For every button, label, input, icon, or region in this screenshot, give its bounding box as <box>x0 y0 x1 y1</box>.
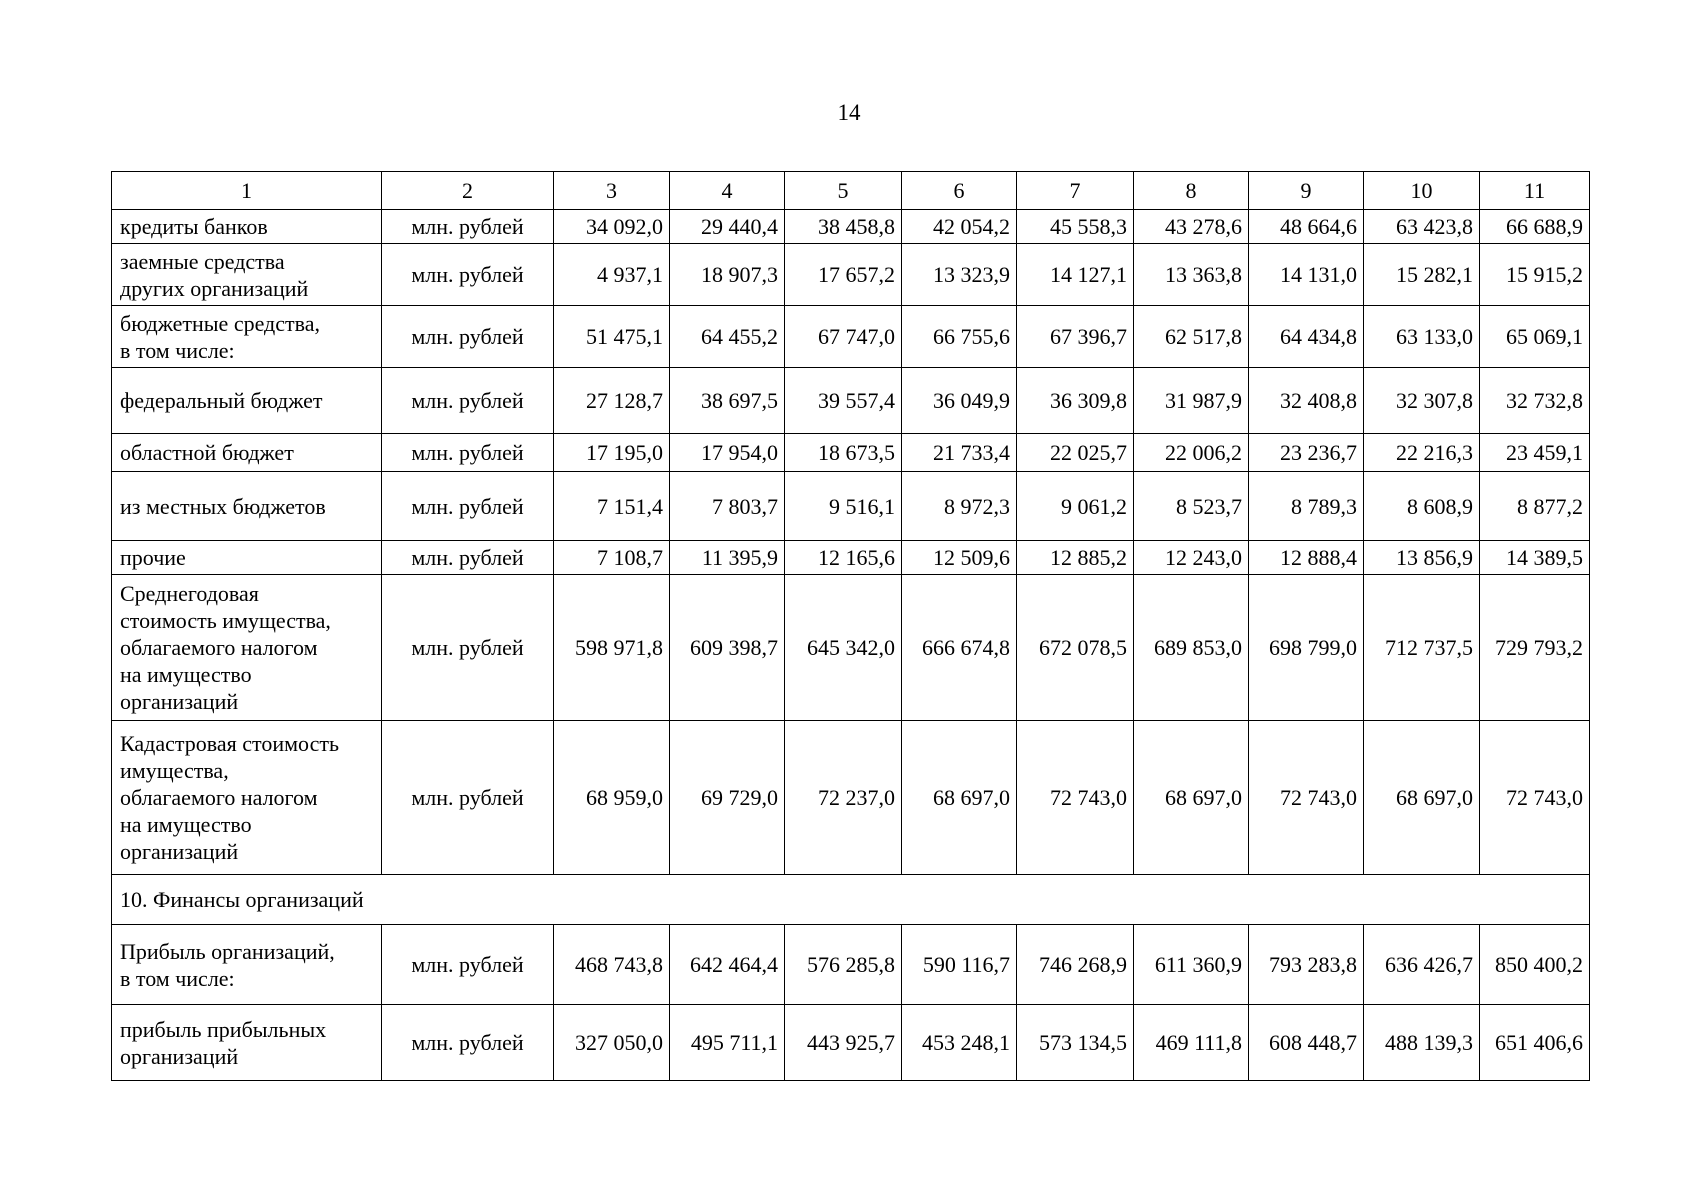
value-cell: 4 937,1 <box>554 244 670 306</box>
value-cell: 36 309,8 <box>1017 368 1134 434</box>
value-cell: 17 195,0 <box>554 434 670 472</box>
value-cell: 672 078,5 <box>1017 575 1134 721</box>
value-cell: 67 747,0 <box>785 306 902 368</box>
value-cell: 12 888,4 <box>1249 541 1364 575</box>
row-name-line: из местных бюджетов <box>120 493 326 519</box>
value-cell: 72 743,0 <box>1017 721 1134 875</box>
value-cell: 8 972,3 <box>902 472 1017 541</box>
value-cell: 62 517,8 <box>1134 306 1249 368</box>
value-cell: 68 697,0 <box>1134 721 1249 875</box>
value-cell: 9 061,2 <box>1017 472 1134 541</box>
row-unit: млн. рублей <box>382 306 554 368</box>
value-cell: 63 423,8 <box>1364 210 1480 244</box>
value-cell: 689 853,0 <box>1134 575 1249 721</box>
value-cell: 72 743,0 <box>1249 721 1364 875</box>
value-cell: 22 006,2 <box>1134 434 1249 472</box>
value-cell: 43 278,6 <box>1134 210 1249 244</box>
value-cell: 13 363,8 <box>1134 244 1249 306</box>
row-unit: млн. рублей <box>382 434 554 472</box>
table-row <box>112 721 1590 875</box>
value-cell: 15 282,1 <box>1364 244 1480 306</box>
table-row <box>112 368 1590 434</box>
table-row <box>112 434 1590 472</box>
value-cell: 608 448,7 <box>1249 1005 1364 1081</box>
value-cell: 495 711,1 <box>670 1005 785 1081</box>
row-name <box>112 306 382 368</box>
row-name <box>112 244 382 306</box>
table-row <box>112 306 1590 368</box>
row-name-line: заемные средства <box>120 248 285 274</box>
value-cell: 12 885,2 <box>1017 541 1134 575</box>
header-cell: 5 <box>785 172 902 210</box>
table-row <box>112 1005 1590 1081</box>
row-name-line: организаций <box>120 839 239 864</box>
row-name-line: бюджетные средства, <box>120 310 320 336</box>
row-unit: млн. рублей <box>382 721 554 875</box>
value-cell: 8 789,3 <box>1249 472 1364 541</box>
header-cell: 10 <box>1364 172 1480 210</box>
header-cell: 1 <box>112 172 382 210</box>
value-cell: 23 459,1 <box>1480 434 1590 472</box>
row-name <box>112 925 382 1005</box>
row-unit: млн. рублей <box>382 210 554 244</box>
value-cell: 38 458,8 <box>785 210 902 244</box>
value-cell: 327 050,0 <box>554 1005 670 1081</box>
row-name-line: прибыль прибыльных <box>120 1016 327 1042</box>
value-cell: 31 987,9 <box>1134 368 1249 434</box>
value-cell: 72 237,0 <box>785 721 902 875</box>
value-cell: 12 243,0 <box>1134 541 1249 575</box>
value-cell: 45 558,3 <box>1017 210 1134 244</box>
value-cell: 729 793,2 <box>1480 575 1590 721</box>
row-name <box>112 541 382 575</box>
value-cell: 12 165,6 <box>785 541 902 575</box>
value-cell: 14 127,1 <box>1017 244 1134 306</box>
value-cell: 27 128,7 <box>554 368 670 434</box>
value-cell: 468 743,8 <box>554 925 670 1005</box>
value-cell: 8 877,2 <box>1480 472 1590 541</box>
value-cell: 14 131,0 <box>1249 244 1364 306</box>
value-cell: 68 697,0 <box>902 721 1017 875</box>
value-cell: 12 509,6 <box>902 541 1017 575</box>
header-cell: 4 <box>670 172 785 210</box>
value-cell: 67 396,7 <box>1017 306 1134 368</box>
value-cell: 642 464,4 <box>670 925 785 1005</box>
value-cell: 68 959,0 <box>554 721 670 875</box>
row-name <box>112 1005 382 1081</box>
value-cell: 64 434,8 <box>1249 306 1364 368</box>
row-name-line: на имущество <box>120 662 252 687</box>
row-name-line: федеральный бюджет <box>120 388 323 413</box>
value-cell: 42 054,2 <box>902 210 1017 244</box>
value-cell: 48 664,6 <box>1249 210 1364 244</box>
row-name-line: на имущество <box>120 812 252 837</box>
value-cell: 66 688,9 <box>1480 210 1590 244</box>
table-row <box>112 541 1590 575</box>
value-cell: 22 025,7 <box>1017 434 1134 472</box>
value-cell: 598 971,8 <box>554 575 670 721</box>
value-cell: 14 389,5 <box>1480 541 1590 575</box>
value-cell: 443 925,7 <box>785 1005 902 1081</box>
row-unit: млн. рублей <box>382 472 554 541</box>
header-cell: 2 <box>382 172 554 210</box>
value-cell: 68 697,0 <box>1364 721 1480 875</box>
table-body <box>112 172 1590 1081</box>
row-name-line: кредиты банков <box>120 214 268 239</box>
value-cell: 64 455,2 <box>670 306 785 368</box>
value-cell: 488 139,3 <box>1364 1005 1480 1081</box>
row-name-line: областной бюджет <box>120 440 294 465</box>
header-cell: 6 <box>902 172 1017 210</box>
value-cell: 13 856,9 <box>1364 541 1480 575</box>
value-cell: 651 406,6 <box>1480 1005 1590 1081</box>
row-name-line: Прибыль организаций, <box>120 938 335 964</box>
value-cell: 469 111,8 <box>1134 1005 1249 1081</box>
row-name-line: облагаемого налогом <box>120 785 318 810</box>
table-row <box>112 210 1590 244</box>
row-name-line: имущества, <box>120 758 229 783</box>
header-row <box>112 172 1590 210</box>
value-cell: 9 516,1 <box>785 472 902 541</box>
value-cell: 15 915,2 <box>1480 244 1590 306</box>
row-name <box>112 575 382 721</box>
section-title: 10. Финансы организаций <box>112 875 1590 925</box>
value-cell: 576 285,8 <box>785 925 902 1005</box>
value-cell: 69 729,0 <box>670 721 785 875</box>
row-name-line: прочие <box>120 545 186 570</box>
value-cell: 793 283,8 <box>1249 925 1364 1005</box>
value-cell: 32 307,8 <box>1364 368 1480 434</box>
value-cell: 712 737,5 <box>1364 575 1480 721</box>
page-number: 14 <box>837 100 861 125</box>
value-cell: 7 108,7 <box>554 541 670 575</box>
value-cell: 29 440,4 <box>670 210 785 244</box>
value-cell: 698 799,0 <box>1249 575 1364 721</box>
value-cell: 32 732,8 <box>1480 368 1590 434</box>
row-name-line: облагаемого налогом <box>120 635 318 660</box>
value-cell: 34 092,0 <box>554 210 670 244</box>
value-cell: 63 133,0 <box>1364 306 1480 368</box>
row-name-line: Среднегодовая <box>120 581 259 606</box>
header-cell: 3 <box>554 172 670 210</box>
value-cell: 7 151,4 <box>554 472 670 541</box>
header-cell: 9 <box>1249 172 1364 210</box>
table-row <box>112 472 1590 541</box>
value-cell: 590 116,7 <box>902 925 1017 1005</box>
value-cell: 11 395,9 <box>670 541 785 575</box>
row-unit: млн. рублей <box>382 541 554 575</box>
value-cell: 8 523,7 <box>1134 472 1249 541</box>
row-name-line: стоимость имущества, <box>120 608 331 633</box>
row-unit: млн. рублей <box>382 925 554 1005</box>
section-row <box>112 875 1590 925</box>
row-unit: млн. рублей <box>382 244 554 306</box>
row-name <box>112 210 382 244</box>
row-name <box>112 472 382 541</box>
value-cell: 573 134,5 <box>1017 1005 1134 1081</box>
row-name <box>112 434 382 472</box>
value-cell: 72 743,0 <box>1480 721 1590 875</box>
value-cell: 22 216,3 <box>1364 434 1480 472</box>
row-name-line: в том числе: <box>120 965 235 991</box>
value-cell: 51 475,1 <box>554 306 670 368</box>
value-cell: 746 268,9 <box>1017 925 1134 1005</box>
value-cell: 609 398,7 <box>670 575 785 721</box>
row-unit: млн. рублей <box>382 368 554 434</box>
row-name-line: Кадастровая стоимость <box>120 731 339 756</box>
value-cell: 18 673,5 <box>785 434 902 472</box>
value-cell: 65 069,1 <box>1480 306 1590 368</box>
value-cell: 21 733,4 <box>902 434 1017 472</box>
table-row <box>112 925 1590 1005</box>
row-name-line: организаций <box>120 1043 239 1069</box>
value-cell: 18 907,3 <box>670 244 785 306</box>
table-row <box>112 244 1590 306</box>
value-cell: 636 426,7 <box>1364 925 1480 1005</box>
row-name <box>112 721 382 875</box>
header-cell: 7 <box>1017 172 1134 210</box>
value-cell: 13 323,9 <box>902 244 1017 306</box>
row-unit: млн. рублей <box>382 1005 554 1081</box>
header-cell: 11 <box>1480 172 1590 210</box>
row-unit: млн. рублей <box>382 575 554 721</box>
value-cell: 17 657,2 <box>785 244 902 306</box>
row-name-line: других организаций <box>120 275 309 301</box>
value-cell: 32 408,8 <box>1249 368 1364 434</box>
value-cell: 666 674,8 <box>902 575 1017 721</box>
value-cell: 453 248,1 <box>902 1005 1017 1081</box>
value-cell: 39 557,4 <box>785 368 902 434</box>
value-cell: 38 697,5 <box>670 368 785 434</box>
value-cell: 645 342,0 <box>785 575 902 721</box>
value-cell: 7 803,7 <box>670 472 785 541</box>
value-cell: 611 360,9 <box>1134 925 1249 1005</box>
header-cell: 8 <box>1134 172 1249 210</box>
value-cell: 8 608,9 <box>1364 472 1480 541</box>
value-cell: 36 049,9 <box>902 368 1017 434</box>
row-name <box>112 368 382 434</box>
value-cell: 23 236,7 <box>1249 434 1364 472</box>
row-name-line: организаций <box>120 689 239 714</box>
value-cell: 850 400,2 <box>1480 925 1590 1005</box>
value-cell: 66 755,6 <box>902 306 1017 368</box>
value-cell: 17 954,0 <box>670 434 785 472</box>
row-name-line: в том числе: <box>120 337 235 363</box>
table-row <box>112 575 1590 721</box>
indicators-table <box>111 171 1590 1081</box>
